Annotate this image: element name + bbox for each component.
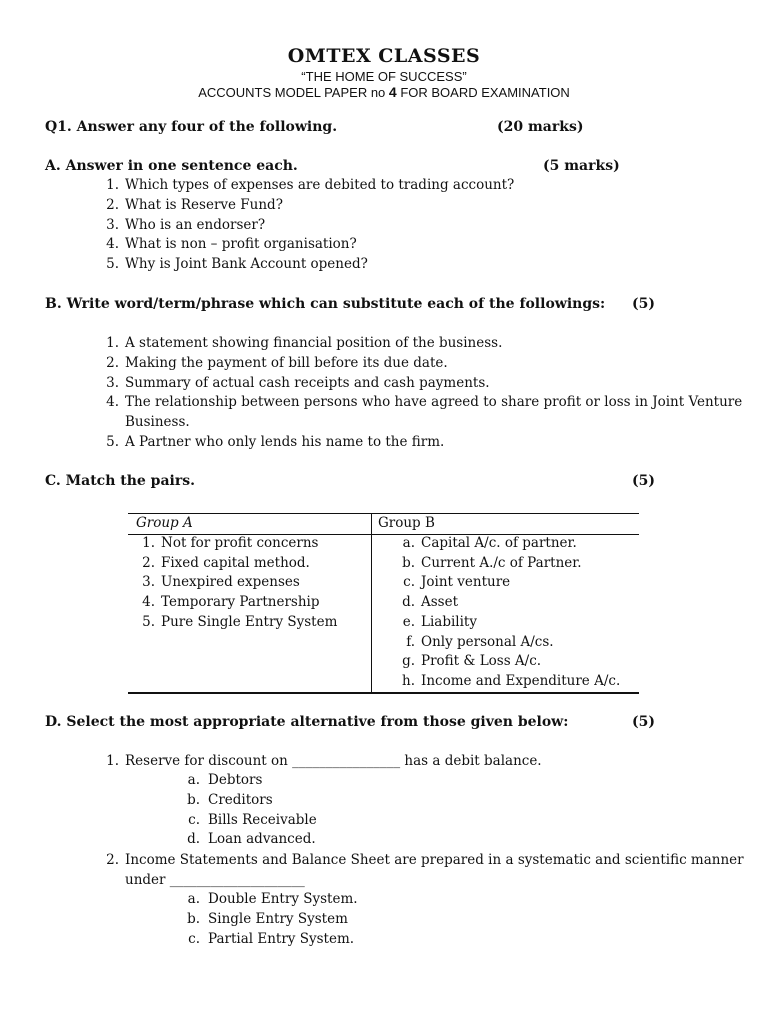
section-b-item-number: 4. bbox=[106, 394, 119, 411]
group-a-item bbox=[131, 594, 320, 610]
group-a-item-text: Fixed capital method. bbox=[161, 554, 310, 571]
group-b-item-number: b. bbox=[402, 554, 415, 571]
section-b-item bbox=[95, 434, 444, 450]
d-question-2 bbox=[95, 852, 744, 868]
d2-option-number: b. bbox=[187, 910, 200, 927]
d1-option-number: c. bbox=[188, 811, 200, 828]
section-a-item-text: Which types of expenses are debited to trading account? bbox=[125, 177, 515, 193]
group-a-item-number: 3. bbox=[142, 574, 155, 591]
section-b-item-text: Summary of actual cash receipts and cash payments. bbox=[125, 374, 490, 391]
group-b-item bbox=[391, 673, 620, 689]
group-b-item-text: Only personal A/cs. bbox=[421, 633, 554, 650]
group-a-item bbox=[131, 555, 310, 571]
group-b-item-text: Income and Expenditure A/c. bbox=[421, 672, 621, 689]
d1-option-number: a. bbox=[187, 772, 200, 788]
d2-option-text: Partial Entry System. bbox=[208, 930, 355, 947]
table-column-divider bbox=[371, 513, 372, 693]
group-a-item-number: 2. bbox=[142, 554, 155, 571]
group-b-item-number: a. bbox=[402, 535, 415, 551]
d-question-2-line2 bbox=[125, 872, 305, 888]
group-a-item bbox=[131, 614, 337, 630]
group-a-item bbox=[131, 535, 318, 551]
group-b-item bbox=[391, 574, 510, 590]
section-b-title: B. Write word/term/phrase which can substitute each of the followings: bbox=[45, 296, 606, 312]
group-b-item bbox=[391, 614, 477, 630]
d2-option-number: c. bbox=[188, 930, 200, 947]
section-a-item-text: What is non – profit organisation? bbox=[125, 236, 357, 253]
section-b-item-text: The relationship between persons who have agreed to share profit or loss in Joint Venture bbox=[125, 394, 743, 411]
section-a-item-text: Who is an endorser? bbox=[125, 216, 266, 233]
section-b-item bbox=[95, 335, 502, 351]
group-a-item bbox=[131, 574, 300, 590]
d1-option bbox=[178, 831, 316, 847]
paper-prefix: ACCOUNTS MODEL PAPER no bbox=[198, 85, 389, 100]
section-a-item-number: 1. bbox=[106, 177, 119, 193]
section-a-item-number: 3. bbox=[106, 216, 119, 233]
section-d-title: D. Select the most appropriate alternative from those given below: bbox=[45, 714, 569, 730]
group-b-item-text: Current A./c of Partner. bbox=[421, 554, 582, 571]
section-b-item-text: A Partner who only lends his name to the firm. bbox=[125, 434, 445, 450]
group-b-item-number: c. bbox=[403, 574, 415, 591]
group-b-header: Group B bbox=[378, 515, 435, 531]
q1-marks: (20 marks) bbox=[497, 119, 584, 135]
group-b-item bbox=[391, 594, 458, 610]
section-a-item-number: 4. bbox=[106, 236, 119, 253]
d-question-1-text-post: has a debit balance. bbox=[400, 753, 542, 769]
d2-option-number: a. bbox=[187, 891, 200, 907]
q1-title: Q1. Answer any four of the following. bbox=[45, 119, 338, 135]
d1-option-text: Debtors bbox=[208, 772, 263, 788]
d1-option-text: Bills Receivable bbox=[208, 811, 317, 828]
group-b-item bbox=[391, 653, 541, 669]
d1-option-number: b. bbox=[187, 791, 200, 808]
d2-option bbox=[178, 931, 354, 947]
d-question-2-line1: Income Statements and Balance Sheet are prepared in a systematic and scientific manner bbox=[125, 852, 744, 868]
paper-suffix: FOR BOARD EXAMINATION bbox=[396, 85, 570, 100]
group-b-item-number: g. bbox=[402, 653, 415, 670]
d-question-2-number: 2. bbox=[106, 852, 119, 868]
group-b-item-number: f. bbox=[406, 633, 415, 650]
d1-option-text: Creditors bbox=[208, 791, 273, 808]
group-b-item-number: e. bbox=[402, 613, 415, 630]
d2-option bbox=[178, 911, 348, 927]
d-question-1-blank: ________________ bbox=[292, 753, 401, 769]
section-b-marks: (5) bbox=[632, 296, 655, 312]
section-b-item-text: Making the payment of bill before its due date. bbox=[125, 354, 448, 371]
section-b-item-number: 3. bbox=[106, 374, 119, 391]
section-a-marks: (5 marks) bbox=[543, 158, 620, 174]
paper-number: 4 bbox=[388, 84, 397, 100]
d2-option bbox=[178, 891, 358, 907]
section-b-item-number: 1. bbox=[106, 335, 119, 351]
group-a-item-text: Temporary Partnership bbox=[161, 594, 320, 611]
section-a-item-number: 2. bbox=[106, 196, 119, 213]
group-a-header: Group A bbox=[136, 515, 193, 531]
paper-heading bbox=[0, 84, 768, 100]
section-a-item bbox=[95, 256, 368, 272]
group-b-item-text: Joint venture bbox=[421, 574, 511, 591]
d1-option bbox=[178, 772, 262, 788]
group-b-item bbox=[391, 535, 577, 551]
table-bottom-rule bbox=[128, 692, 639, 694]
group-b-item-text: Profit & Loss A/c. bbox=[421, 653, 542, 670]
group-a-item-number: 4. bbox=[142, 594, 155, 611]
group-a-item-text: Not for profit concerns bbox=[161, 535, 319, 551]
section-b-item-text: Business. bbox=[125, 414, 190, 431]
section-a-item-number: 5. bbox=[106, 256, 119, 273]
section-c-title: C. Match the pairs. bbox=[45, 473, 195, 489]
section-a-title: A. Answer in one sentence each. bbox=[45, 158, 298, 174]
section-a-item bbox=[95, 197, 283, 213]
group-a-item-number: 1. bbox=[142, 535, 155, 551]
group-b-item-text: Asset bbox=[421, 594, 459, 611]
d2-option-text: Double Entry System. bbox=[208, 891, 358, 907]
section-b-item bbox=[95, 394, 742, 410]
section-b-item bbox=[95, 355, 448, 371]
section-b-item-number: 2. bbox=[106, 354, 119, 371]
section-b-item bbox=[95, 375, 490, 391]
d-question-1 bbox=[95, 753, 542, 769]
section-a-item-text: Why is Joint Bank Account opened? bbox=[125, 256, 368, 273]
group-a-item-number: 5. bbox=[142, 613, 155, 630]
section-b-item-number: 5. bbox=[106, 434, 119, 450]
tagline: “THE HOME OF SUCCESS” bbox=[301, 69, 467, 84]
d1-option bbox=[178, 792, 273, 808]
group-b-item bbox=[391, 555, 582, 571]
d1-option bbox=[178, 812, 317, 828]
section-d-marks: (5) bbox=[632, 714, 655, 730]
section-a-item bbox=[95, 217, 265, 233]
d2-option-text: Single Entry System bbox=[208, 910, 348, 927]
d-question-2-under: under bbox=[125, 872, 170, 888]
section-a-item-text: What is Reserve Fund? bbox=[125, 196, 283, 213]
d1-option-text: Loan advanced. bbox=[208, 831, 316, 848]
group-a-item-text: Unexpired expenses bbox=[161, 574, 300, 591]
section-b-item-text: A statement showing financial position of the business. bbox=[125, 335, 503, 351]
d-question-1-number: 1. bbox=[106, 753, 119, 769]
section-a-item bbox=[95, 177, 514, 193]
section-a-item bbox=[95, 236, 357, 252]
group-b-item-number: h. bbox=[402, 672, 415, 689]
table-top-rule bbox=[128, 513, 639, 514]
d-question-1-text-pre: Reserve for discount on bbox=[125, 753, 293, 769]
d1-option-number: d. bbox=[187, 831, 200, 848]
group-b-item-text: Capital A/c. of partner. bbox=[421, 535, 577, 551]
page-title: OMTEX CLASSES bbox=[287, 45, 481, 67]
group-a-item-text: Pure Single Entry System bbox=[161, 613, 338, 630]
group-b-item-text: Liability bbox=[421, 613, 477, 630]
section-b-item bbox=[95, 414, 190, 430]
group-b-item bbox=[391, 634, 554, 650]
d-question-2-blank: ____________________ bbox=[169, 872, 305, 888]
group-b-item-number: d. bbox=[402, 594, 415, 611]
section-c-marks: (5) bbox=[632, 473, 655, 489]
